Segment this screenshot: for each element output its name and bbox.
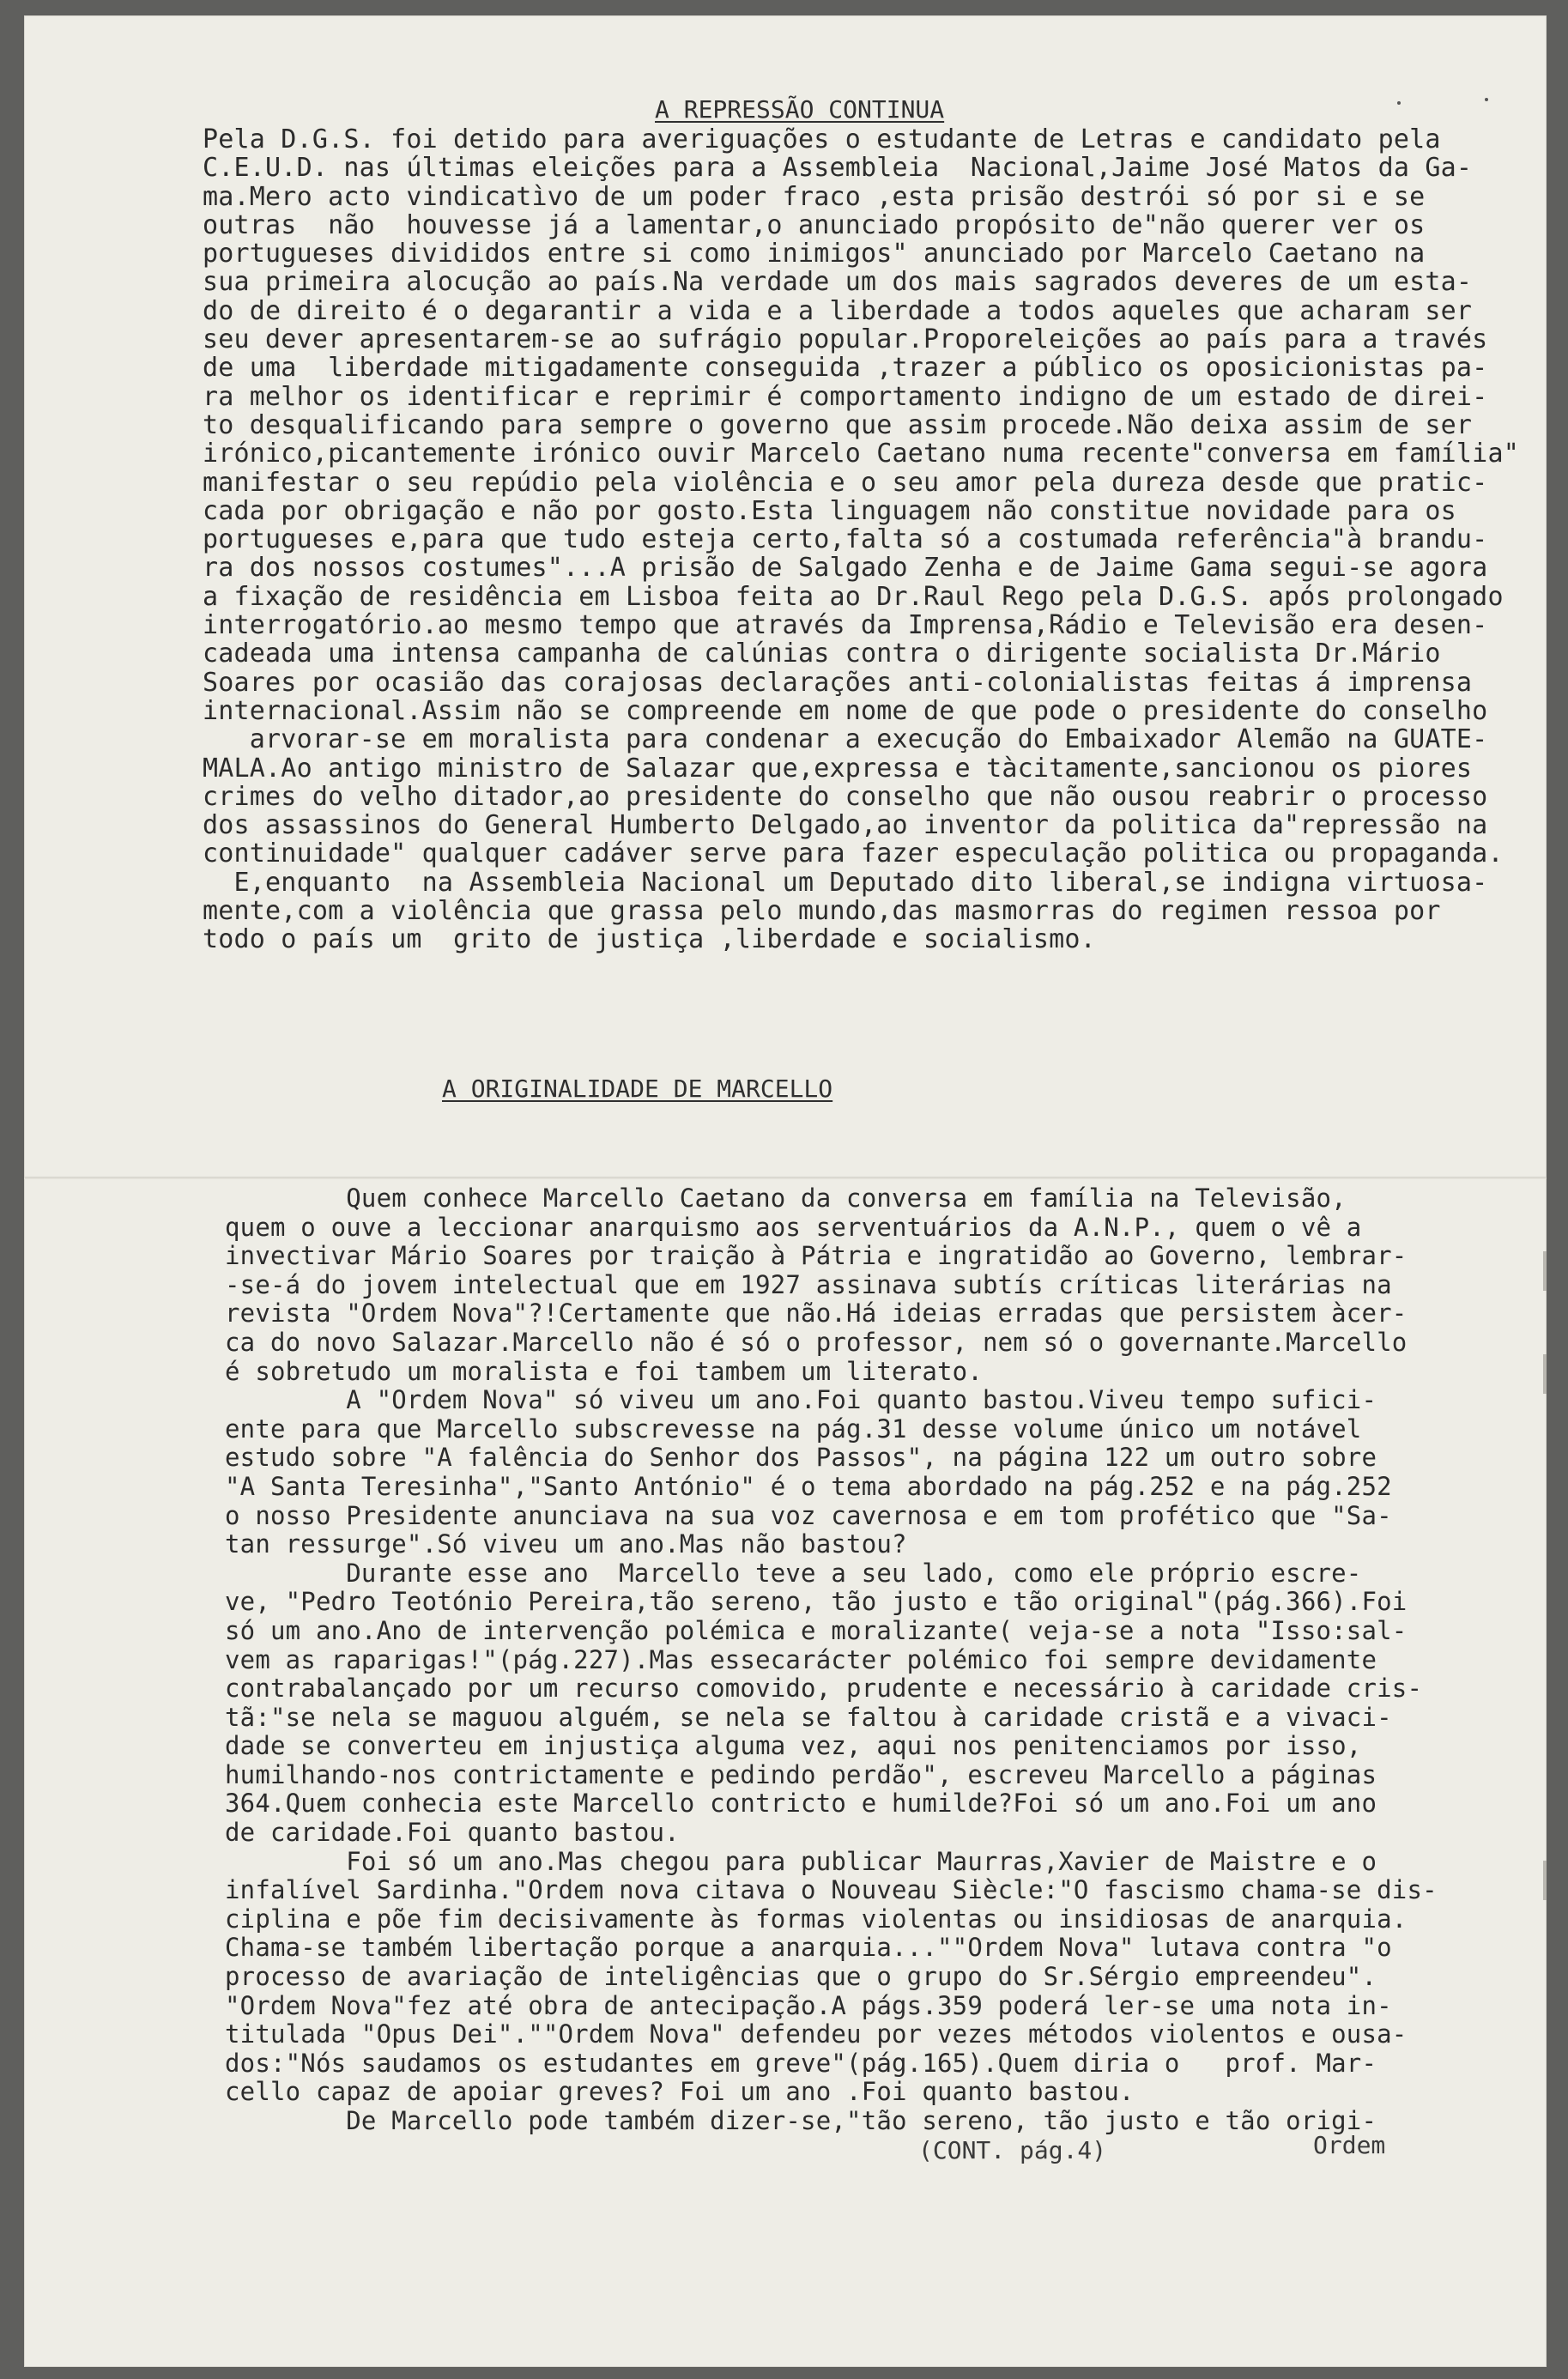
ink-dot [1397,101,1401,105]
section-title-originalidade: A ORIGINALIDADE DE MARCELLO [442,1074,833,1103]
text-line: ente para que Marcello subscrevesse na pág.31 desse volume único um notável [225,1413,1362,1444]
text-line: sua primeira alocução ao país.Na verdade um dos mais sagrados deveres de um esta- [203,267,1473,298]
text-line: Foi só um ano.Mas chegou para publicar Maurras,Xavier de Maistre e o [225,1846,1377,1876]
text-line: dos:"Nós saudamos os estudantes em greve"(pág.165).Quem diria o prof. Mar- [225,2048,1377,2078]
text-line: dos assassinos do General Humberto Delgado,ao inventor da politica da"repressão na [203,810,1488,841]
text-line: humilhando-nos contrictamente e pedindo perdão", escreveu Marcello a páginas [225,1759,1377,1789]
text-line: Pela D.G.S. foi detido para averiguações o estudante de Letras e candidato pela [203,124,1441,154]
fold-crease [24,1177,1547,1179]
continuation-note: (CONT. pág.4) [918,2136,1107,2164]
text-line: ma.Mero acto vindicatìvo de um poder fraco ,esta prisão destrói só por si e se [203,181,1426,212]
text-line: invectivar Mário Soares por traição à Pátria e ingratidão ao Governo, lembrar- [225,1241,1408,1271]
text-line: ciplina e põe fim decisivamente às formas violentas ou insidiosas de anarquia. [225,1904,1408,1934]
text-line: infalível Sardinha."Ordem nova citava o Nouveau Siècle:"O fascismo chama-se dis- [225,1875,1438,1905]
text-line: ra dos nossos costumes"...A prisão de Salgado Zenha e de Jaime Gama segui-se agora [203,553,1488,584]
text-line: a fixação de residência em Lisboa feita ao Dr.Raul Rego pela D.G.S. após prolongado [203,581,1504,612]
text-line: seu dever apresentarem-se ao sufrágio popular.Proporeleições ao país para a través [203,324,1488,355]
text-line: arvorar-se em moralista para condenar a execução do Embaixador Alemão na GUATE- [203,724,1488,755]
text-line: revista "Ordem Nova"?!Certamente que não.Há ideias erradas que persistem àcer- [225,1298,1408,1329]
text-line: "A Santa Teresinha","Santo António" é o tema abordado na pág.252 e na pág.252 [225,1471,1392,1501]
text-line: processo de avariação de inteligências que o grupo do Sr.Sérgio empreendeu". [225,1962,1377,1992]
text-line: "Ordem Nova"fez até obra de antecipação.A págs.359 poderá ler-se uma nota in- [225,1990,1392,2020]
text-line: cello capaz de apoiar greves? Foi um ano .Foi quanto bastou. [225,2077,1135,2107]
text-line: do de direito é o degarantir a vida e a liberdade a todos aqueles que acharam ser [203,295,1473,326]
text-line: o nosso Presidente anunciava na sua voz cavernosa e em tom profético que "Sa- [225,1500,1392,1530]
text-line: De Marcello pode também dizer-se,"tão sereno, tão justo e tão origi- [225,2106,1377,2135]
text-line: MALA.Ao antigo ministro de Salazar que,expressa e tàcitamente,sancionou os piores [203,753,1473,784]
text-line: E,enquanto na Assembleia Nacional um Deputado dito liberal,se indigna virtuosa- [203,867,1488,898]
text-line: estudo sobre "A falência do Senhor dos Passos", na página 122 um outro sobre [225,1443,1377,1473]
text-line: Chama-se também libertação porque a anarquia...""Ordem Nova" lutava contra "o [225,1933,1392,1963]
text-line: portugueses divididos entre si como inimigos" anunciado por Marcelo Caetano na [203,239,1426,269]
section-body-originalidade [225,1184,1438,2136]
text-line: Quem conhece Marcello Caetano da conversa em família na Televisão, [225,1183,1347,1213]
text-line: dade se converteu em injustiça alguma vez, aqui nos penitenciamos por isso, [225,1731,1362,1761]
text-line: ca do novo Salazar.Marcello não é só o professor, nem só o governante.Marcello [225,1327,1408,1357]
continuation-tail: Ordem [1313,2131,1386,2159]
text-line: mente,com a violência que grassa pelo mundo,das masmorras do regimen ressoa por [203,896,1441,927]
text-line: ve, "Pedro Teotónio Pereira,tão sereno, tão justo e tão original"(pág.366).Foi [225,1587,1408,1617]
text-line: portugueses e,para que tudo esteja certo,falta só a costumada referência"à brandu- [203,524,1488,555]
text-line: internacional.Assim não se compreende em nome de que pode o presidente do conselho [203,695,1488,726]
section-body-repressao [203,125,1519,954]
edge-mark [1543,1354,1547,1394]
text-line: cada por obrigação e não por gosto.Esta linguagem não constitue novidade para os [203,495,1456,526]
section-title-repressao: A REPRESSÃO CONTINUA [655,95,945,124]
text-line: de uma liberdade mitigadamente conseguida ,trazer a público os oposicionistas pa- [203,353,1488,384]
text-line: titulada "Opus Dei".""Ordem Nova" defendeu por vezes métodos violentos e ousa- [225,2019,1408,2049]
text-line: C.E.U.D. nas últimas eleições para a Assembleia Nacional,Jaime José Matos da Ga- [203,153,1473,184]
text-line: de caridade.Foi quanto bastou. [225,1818,680,1848]
text-line: tan ressurge".Só viveu um ano.Mas não bastou? [225,1529,907,1559]
text-line: é sobretudo um moralista e foi tambem um literato. [225,1356,983,1386]
text-line: irónico,picantemente irónico ouvir Marcelo Caetano numa recente"conversa em família" [203,439,1519,469]
text-line: A "Ordem Nova" só viveu um ano.Foi quanto bastou.Viveu tempo sufici- [225,1385,1377,1415]
text-line: tã:"se nela se maguou alguém, se nela se faltou à caridade cristã e a vivaci- [225,1702,1392,1732]
text-line: Soares por ocasião das corajosas declarações anti-colonialistas feitas á imprensa [203,667,1473,698]
text-line: to desqualificando para sempre o governo que assim procede.Não deixa assim de ser [203,409,1473,440]
text-line: quem o ouve a leccionar anarquismo aos serventuários da A.N.P., quem o vê a [225,1212,1362,1242]
text-line: todo o país um grito de justiça ,liberdade e socialismo. [203,924,1096,955]
text-line: continuidade" qualquer cadáver serve para fazer especulação politica ou propaganda. [203,838,1504,869]
text-line: ra melhor os identificar e reprimir é comportamento indigno de um estado de direi- [203,381,1488,412]
text-line: contrabalançado por um recurso comovido, prudente e necessário à caridade cris- [225,1674,1423,1704]
text-line: só um ano.Ano de intervenção polémica e moralizante( veja-se a nota "Isso:sal- [225,1615,1408,1645]
text-line: -se-á do jovem intelectual que em 1927 assinava subtís críticas literárias na [225,1269,1392,1299]
text-line: crimes do velho ditador,ao presidente do conselho que não ousou reabrir o processo [203,781,1488,812]
text-line: manifestar o seu repúdio pela violência e o seu amor pela dureza desde que pratic- [203,467,1488,498]
text-line: interrogatório.ao mesmo tempo que através da Imprensa,Rádio e Televisão era desen- [203,610,1488,641]
ink-dot [1485,98,1488,101]
text-line: vem as raparigas!"(pág.227).Mas essecarácter polémico foi sempre devidamente [225,1644,1377,1674]
text-line: Durante esse ano Marcello teve a seu lado, como ele próprio escre- [225,1558,1362,1588]
text-line: outras não houvesse já a lamentar,o anunciado propósito de"não querer ver os [203,209,1426,240]
text-line: cadeada uma intensa campanha de calúnias contra o dirigente socialista Dr.Mário [203,639,1441,669]
edge-mark [1543,1251,1547,1291]
text-line: 364.Quem conhecia este Marcello contricto e humilde?Foi só um ano.Foi um ano [225,1789,1377,1819]
edge-mark [1543,1861,1547,1900]
